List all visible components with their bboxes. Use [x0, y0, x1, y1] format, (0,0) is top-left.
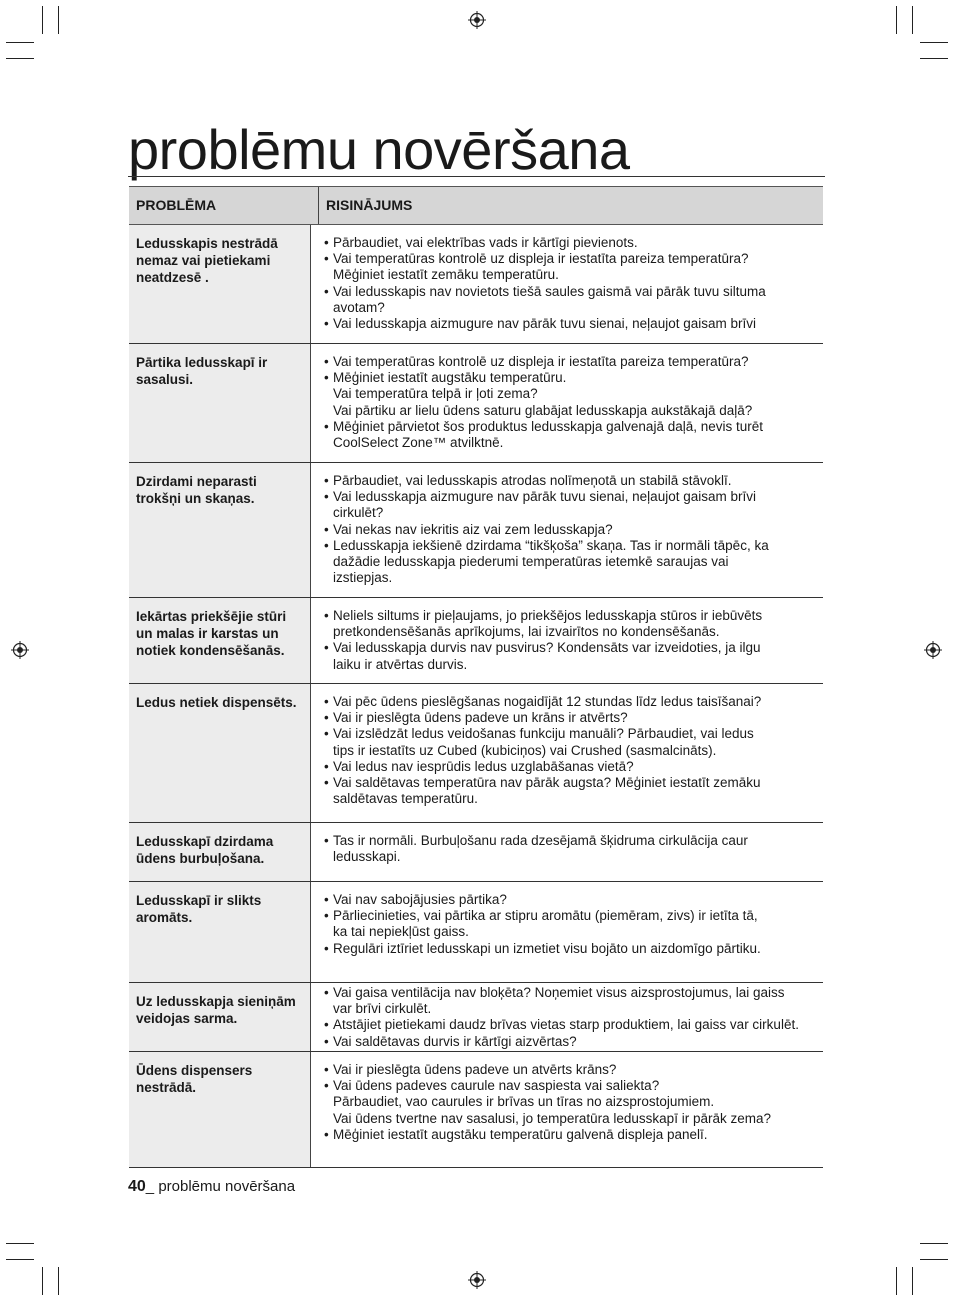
table-body [129, 225, 823, 1168]
solution-item [324, 608, 823, 640]
solution-line: ledusskapi. [333, 849, 401, 865]
table-row [129, 823, 823, 882]
problem-cell: Ledusskapī dzirdama ūdens burbuļošana. [129, 823, 311, 881]
solution-line: Vai temperatūras kontrolē uz displeja ir iestatīta pareiza temperatūra? [333, 354, 749, 369]
solution-cell [311, 463, 823, 597]
solution-list [324, 833, 823, 865]
solution-line: var brīvi cirkulēt. [333, 1001, 432, 1017]
solution-line: dažādie ledusskapja piederumi temperatūras ietemkē saraujas vai [333, 554, 729, 570]
crop-mark [6, 1259, 34, 1260]
solution-item [324, 1127, 823, 1143]
solution-line: Pārliecinieties, vai pārtika ar stipru aromātu (piemēram, zivs) ir ietīta tā, [333, 908, 758, 924]
problem-cell: Pārtika ledusskapī ir sasalusi. [129, 344, 311, 462]
footer-section: problēmu novēršana [158, 1178, 296, 1195]
solution-cell [311, 344, 823, 462]
solution-item [324, 640, 823, 672]
registration-mark-icon [468, 1271, 486, 1289]
crop-mark [58, 1267, 59, 1295]
crop-mark [896, 1267, 897, 1295]
solution-line: tips ir iestatīts uz Cubed (kubiciņos) vai Crushed (sasmalcināts). [333, 742, 717, 758]
crop-mark [58, 6, 59, 34]
solution-item [324, 892, 823, 908]
solution-item [324, 489, 823, 521]
title-rule [128, 176, 825, 177]
solution-line: Mēģiniet iestatīt augstāku temperatūru galvenā displeja panelī. [333, 1126, 708, 1142]
solution-cell [311, 1052, 823, 1167]
solution-line: Ledusskapja iekšienē dzirdama “tikšķoša” skaņa. Tas ir normāli tāpēc, ka [333, 537, 769, 553]
crop-mark [42, 6, 43, 34]
solution-list [324, 354, 823, 451]
solution-item [324, 1017, 823, 1033]
solution-line: laiku ir atvērtas durvis. [333, 656, 468, 672]
crop-mark [896, 6, 897, 34]
problem-cell: Uz ledusskapja sieniņām veidojas sarma. [129, 983, 311, 1051]
registration-mark-icon [468, 11, 486, 29]
solution-cell [311, 684, 823, 822]
solution-line: Vai ledusskapja aizmugure nav pārāk tuvu sienai, neļaujot gaisam brīvi [333, 489, 756, 505]
solution-cell [311, 823, 823, 881]
solution-line: Tas ir normāli. Burbuļošanu rada dzesējamā šķidruma cirkulācija caur [333, 833, 748, 848]
solution-line: Mēģiniet iestatīt augstāku temperatūru. [333, 370, 567, 386]
solution-line: Pārbaudiet, vai elektrības vads ir kārtīgi pievienots. [333, 235, 638, 250]
solution-item [324, 251, 823, 283]
solution-line: Vai gaisa ventilācija nav bloķēta? Noņemiet visus aizsprostojumus, lai gaiss [333, 985, 785, 1000]
solution-item [324, 354, 823, 370]
crop-mark [6, 1243, 34, 1244]
solution-cell [311, 882, 823, 982]
solution-item [324, 694, 823, 710]
solution-item [324, 710, 823, 726]
solution-item [324, 908, 823, 940]
solution-item [324, 370, 823, 419]
crop-mark [42, 1267, 43, 1295]
solution-line: Regulāri iztīriet ledusskapi un izmetiet visu bojāto un aizdomīgo pārtiku. [333, 940, 761, 956]
solution-line: Mēģiniet pārvietot šos produktus ledusskapja galvenajā daļā, nevis turēt [333, 418, 764, 434]
solution-item [324, 473, 823, 489]
solution-line: Vai ledus nav iesprūdis ledus uzglabāšanas vietā? [333, 758, 634, 774]
solution-list [324, 892, 823, 957]
solution-item [324, 726, 823, 758]
solution-line: Vai temperatūra telpā ir ļoti zema? [333, 386, 538, 402]
solution-line: Vai ir pieslēgta ūdens padeve un krāns ir atvērts? [333, 710, 628, 726]
solution-line: CoolSelect Zone™ atvilktnē. [333, 435, 504, 451]
solution-cell [311, 598, 823, 683]
solution-line: Vai temperatūras kontrolē uz displeja ir iestatīta pareiza temperatūra? [333, 251, 749, 267]
solution-line: ka tai nepiekļūst gaiss. [333, 924, 469, 940]
solution-item [324, 316, 823, 332]
solution-line: Vai ledusskapja aizmugure nav pārāk tuvu sienai, neļaujot gaisam brīvi [333, 316, 756, 332]
solution-item [324, 985, 823, 1017]
solution-item [324, 775, 823, 807]
solution-line: Vai nekas nav iekritis aiz vai zem ledusskapja? [333, 521, 613, 537]
table-row [129, 463, 823, 598]
solution-line: Vai ūdens padeves caurule nav saspiesta vai saliekta? [333, 1078, 660, 1094]
problem-cell: Ūdens dispensers nestrādā. [129, 1052, 311, 1167]
solution-line: Neliels siltums ir pieļaujams, jo priekšējos ledusskapja stūros ir iebūvēts [333, 608, 763, 623]
crop-mark [920, 1243, 948, 1244]
table-row [129, 983, 823, 1052]
solution-line: pretkondensēšanās aprīkojums, lai izvairītos no kondensēšanās. [333, 624, 720, 640]
solution-list [324, 985, 823, 1050]
solution-line: cirkulēt? [333, 505, 384, 521]
crop-mark [6, 42, 34, 43]
crop-mark [6, 58, 34, 59]
solution-item [324, 235, 823, 251]
solution-line: Vai ūdens tvertne nav sasalusi, jo temperatūra ledusskapī ir pārāk zema? [333, 1110, 771, 1126]
solution-line: Vai izslēdzāt ledus veidošanas funkciju manuāli? Pārbaudiet, vai ledus [333, 726, 754, 742]
solution-item [324, 522, 823, 538]
problem-cell: Dzirdami neparasti trokšņi un skaņas. [129, 463, 311, 597]
solution-cell [311, 983, 823, 1051]
solution-line: Vai pārtiku ar lielu ūdens saturu glabājat ledusskapja aukstākajā daļā? [333, 402, 753, 418]
solution-item [324, 1078, 823, 1127]
footer-separator: _ [145, 1178, 159, 1195]
solution-list [324, 235, 823, 332]
table-row [129, 344, 823, 463]
solution-item [324, 419, 823, 451]
solution-line: Pārbaudiet, vai ledusskapis atrodas nolīmeņotā un stabilā stāvoklī. [333, 473, 732, 488]
solution-line: izstiepjas. [333, 570, 393, 586]
solution-line: Pārbaudiet, vao caurules ir brīvas un tīras no aizsprostojumiem. [333, 1094, 715, 1110]
table-row [129, 684, 823, 823]
solution-item [324, 1062, 823, 1078]
solution-line: Atstājiet pietiekami daudz brīvas vietas starp produktiem, lai gaiss var cirkulēt. [333, 1017, 799, 1033]
solution-item [324, 284, 823, 316]
table-row [129, 598, 823, 684]
solution-list [324, 694, 823, 807]
header-solution: RISINĀJUMS [326, 197, 413, 213]
troubleshooting-table [129, 186, 823, 1168]
problem-cell: Ledusskapis nestrādā nemaz vai pietiekami neatdzesē . [129, 225, 311, 343]
solution-item [324, 833, 823, 865]
table-row [129, 882, 823, 983]
table-row [129, 1052, 823, 1168]
solution-item [324, 1034, 823, 1050]
registration-mark-icon [11, 641, 29, 659]
solution-list [324, 473, 823, 586]
problem-cell: Ledusskapī ir slikts aromāts. [129, 882, 311, 982]
crop-mark [920, 42, 948, 43]
solution-item [324, 538, 823, 587]
page-number: 40 [128, 1178, 146, 1195]
solution-item [324, 759, 823, 775]
page-title: problēmu novēršana [128, 118, 630, 181]
solution-line: Vai nav sabojājusies pārtika? [333, 892, 507, 907]
crop-mark [912, 1267, 913, 1295]
table-header [129, 186, 823, 225]
crop-mark [912, 6, 913, 34]
crop-mark [920, 1259, 948, 1260]
problem-cell: Iekārtas priekšējie stūri un malas ir karstas un notiek kondensēšanās. [129, 598, 311, 683]
solution-list [324, 608, 823, 673]
solution-cell [311, 225, 823, 343]
table-row [129, 225, 823, 344]
problem-cell: Ledus netiek dispensēts. [129, 684, 311, 822]
solution-line: Vai ledusskapis nav novietots tiešā saules gaismā vai pārāk tuvu siltuma [333, 283, 766, 299]
header-problem: PROBLĒMA [129, 187, 319, 224]
registration-mark-icon [924, 641, 942, 659]
page-footer [128, 1178, 295, 1196]
solution-line: Vai saldētavas durvis ir kārtīgi aizvērtas? [333, 1033, 577, 1049]
crop-mark [920, 58, 948, 59]
solution-line: Vai pēc ūdens pieslēgšanas nogaidījāt 12 stundas līdz ledus taisīšanai? [333, 694, 762, 709]
solution-line: saldētavas temperatūru. [333, 791, 478, 807]
solution-line: avotam? [333, 299, 385, 315]
solution-line: Mēģiniet iestatīt zemāku temperatūru. [333, 267, 559, 283]
solution-line: Vai ledusskapja durvis nav pusvirus? Kondensāts var izveidoties, ja ilgu [333, 640, 761, 656]
solution-list [324, 1062, 823, 1143]
solution-line: Vai ir pieslēgta ūdens padeve un atvērts krāns? [333, 1062, 617, 1077]
solution-item [324, 941, 823, 957]
solution-line: Vai saldētavas temperatūra nav pārāk augsta? Mēģiniet iestatīt zemāku [333, 775, 761, 791]
